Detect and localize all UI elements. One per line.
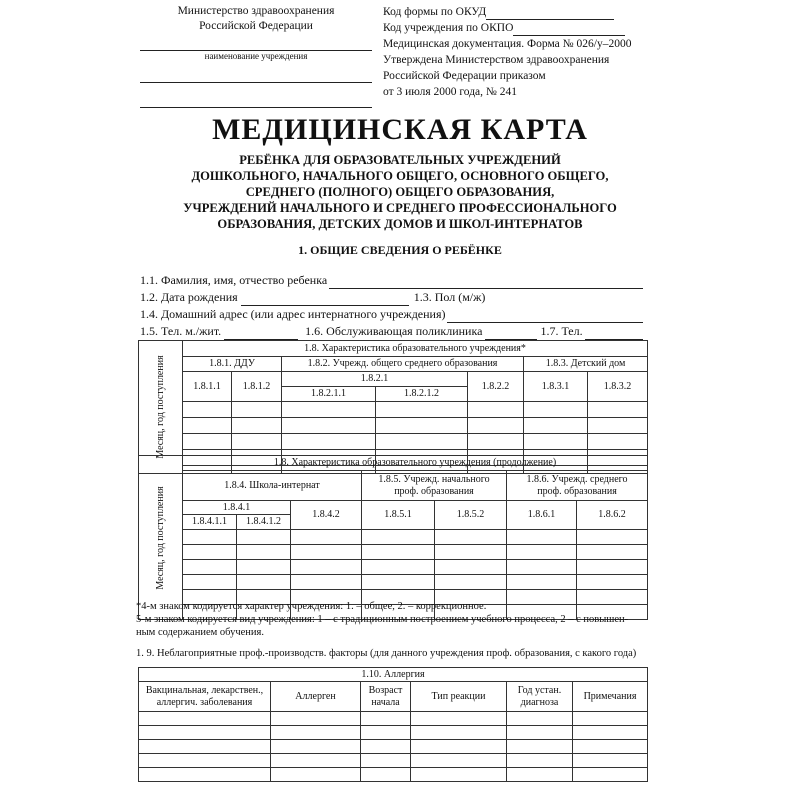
allergy-header: 1.10. Аллергия [139, 668, 648, 682]
table-row [139, 726, 648, 740]
subtitle-line: УЧРЕЖДЕНИЙ НАЧАЛЬНОГО И СРЕДНЕГО ПРОФЕССИОНАЛЬНОГО [183, 201, 617, 215]
table-row [139, 754, 648, 768]
phone-home-field[interactable] [224, 327, 298, 340]
col-1-8-6: 1.8.6. Учрежд. среднего проф. образования [507, 471, 648, 501]
col-1-8-6-2: 1.8.6.2 [577, 501, 648, 530]
header-left [140, 4, 372, 108]
general-fields [140, 272, 645, 340]
page-title: МЕДИЦИНСКАЯ КАРТА [212, 113, 588, 146]
col-1-8-4: 1.8.4. Школа-интернат [183, 471, 362, 501]
col-1-8-6-1: 1.8.6.1 [507, 501, 577, 530]
col-1-8-1-2: 1.8.1.2 [232, 372, 282, 402]
address-field[interactable] [447, 310, 643, 323]
col-1-8-4-1: 1.8.4.1 [183, 501, 291, 515]
institution-line-2[interactable] [140, 68, 372, 83]
table-row [139, 560, 648, 575]
clinic-field[interactable] [485, 327, 537, 340]
footnote-2: 5-м знаком кодируется вид учреждения: 1 – с традиционным построением учебного процесса, 2 – с повышен- [136, 614, 629, 625]
field-1-2-label: 1.2. Дата рождения [140, 290, 238, 304]
ministry-line-2: Российской Федерации [199, 20, 313, 32]
institution-line-3[interactable] [140, 93, 372, 108]
table-row [139, 545, 648, 560]
allergy-col-age: Возраст начала [361, 682, 411, 712]
institution-caption: наименование учреждения [204, 51, 308, 61]
table-row [139, 402, 648, 418]
okpo-field[interactable] [513, 23, 625, 36]
col-1-8-4-1-2: 1.8.4.1.2 [237, 515, 291, 530]
col-1-8-4-1-1: 1.8.4.1.1 [183, 515, 237, 530]
col-1-8-3-2: 1.8.3.2 [588, 372, 648, 402]
footnote-1: *4-м знаком кодируется характер учреждения: 1. – общее, 2. – коррекционное. [136, 601, 487, 612]
subtitle-line: РЕБЁНКА ДЛЯ ОБРАЗОВАТЕЛЬНЫХ УЧРЕЖДЕНИЙ [239, 153, 561, 167]
form-number: Медицинская документация. Форма № 026/у–2000 [383, 38, 632, 50]
section-1-title: 1. ОБЩИЕ СВЕДЕНИЯ О РЕБЁНКЕ [298, 243, 502, 257]
table-row [139, 434, 648, 450]
col-1-8-3: 1.8.3. Детский дом [524, 357, 648, 372]
subtitle-line: ОБРАЗОВАНИЯ, ДЕТСКИХ ДОМОВ И ШКОЛ-ИНТЕРНАТОВ [217, 217, 583, 231]
birth-date-field[interactable] [241, 293, 409, 306]
ministry-line-1: Министерство здравоохранения [177, 5, 335, 17]
subtitle-line: СРЕДНЕГО (ПОЛНОГО) ОБЩЕГО ОБРАЗОВАНИЯ, [245, 185, 555, 199]
table1-header: 1.8. Характеристика образовательного учреждения* [183, 341, 648, 357]
col-1-8-2-1-1: 1.8.2.1.1 [282, 387, 376, 402]
allergy-col-allergen: Аллерген [271, 682, 361, 712]
entry-date-header-2: Месяц, год поступления [139, 456, 183, 620]
allergy-col-reaction: Тип реакции [411, 682, 507, 712]
field-1-9-label: 1. 9. Неблагоприятные проф.-производств. факторы (для данного учреждения проф. образования, с какого года) [136, 648, 637, 659]
full-name-field[interactable] [329, 276, 643, 289]
institution-line[interactable] [140, 36, 372, 51]
col-1-8-1-1: 1.8.1.1 [183, 372, 232, 402]
subtitle-line: ДОШКОЛЬНОГО, НАЧАЛЬНОГО ОБЩЕГО, ОСНОВНОГО ОБЩЕГО, [191, 169, 609, 183]
col-1-8-2-2: 1.8.2.2 [468, 372, 524, 402]
col-1-8-2-1: 1.8.2.1 [282, 372, 468, 387]
col-1-8-5: 1.8.5. Учрежд. начального проф. образования [362, 471, 507, 501]
table-row [139, 768, 648, 782]
approved-line-1: Утверждена Министерством здравоохранения [383, 54, 610, 66]
col-1-8-2: 1.8.2. Учрежд. общего среднего образования [282, 357, 524, 372]
field-1-1-label: 1.1. Фамилия, имя, отчество ребенка [140, 273, 328, 287]
field-1-7-label: 1.7. Тел. [540, 324, 583, 338]
okud-field[interactable] [486, 7, 614, 20]
allergy-col-notes: Примечания [573, 682, 648, 712]
okud-label: Код формы по ОКУД [383, 6, 487, 18]
header-right [383, 4, 663, 100]
institution-table-1 [138, 340, 648, 474]
allergy-table [138, 667, 648, 782]
field-1-5-label: 1.5. Тел. м./жит. [140, 324, 222, 338]
field-1-4-label: 1.4. Домашний адрес (или адрес интернатного учреждения) [140, 307, 446, 321]
approved-line-3: от 3 июля 2000 года, № 241 [383, 86, 518, 98]
table-row [139, 712, 648, 726]
institution-table-2 [138, 455, 648, 620]
approved-line-2: Российской Федерации приказом [383, 70, 546, 82]
allergy-col-disease: Вакцинальная, лекарствен., аллергич. заболевания [139, 682, 271, 712]
table-row [139, 740, 648, 754]
table2-header: 1.8. Характеристика образовательного учреждения (продолжение) [183, 456, 648, 471]
allergy-col-year: Год устан. диагноза [507, 682, 573, 712]
table-row [139, 575, 648, 590]
col-1-8-2-1-2: 1.8.2.1.2 [376, 387, 468, 402]
col-1-8-1: 1.8.1. ДДУ [183, 357, 282, 372]
col-1-8-5-1: 1.8.5.1 [362, 501, 435, 530]
table-row [139, 418, 648, 434]
footnotes [136, 600, 656, 639]
col-1-8-5-2: 1.8.5.2 [435, 501, 507, 530]
col-1-8-4-2: 1.8.4.2 [291, 501, 362, 530]
field-1-3-label: 1.3. Пол (м/ж) [413, 290, 486, 304]
okpo-label: Код учреждения по ОКПО [383, 22, 514, 34]
page-subtitle [150, 152, 650, 232]
field-1-6-label: 1.6. Обслуживающая поликлиника [305, 324, 483, 338]
table-row [139, 530, 648, 545]
col-1-8-3-1: 1.8.3.1 [524, 372, 588, 402]
phone-field[interactable] [585, 327, 643, 340]
entry-date-header: Месяц, год поступления [139, 341, 183, 474]
footnote-3: ным содержанием обучения. [136, 627, 264, 638]
